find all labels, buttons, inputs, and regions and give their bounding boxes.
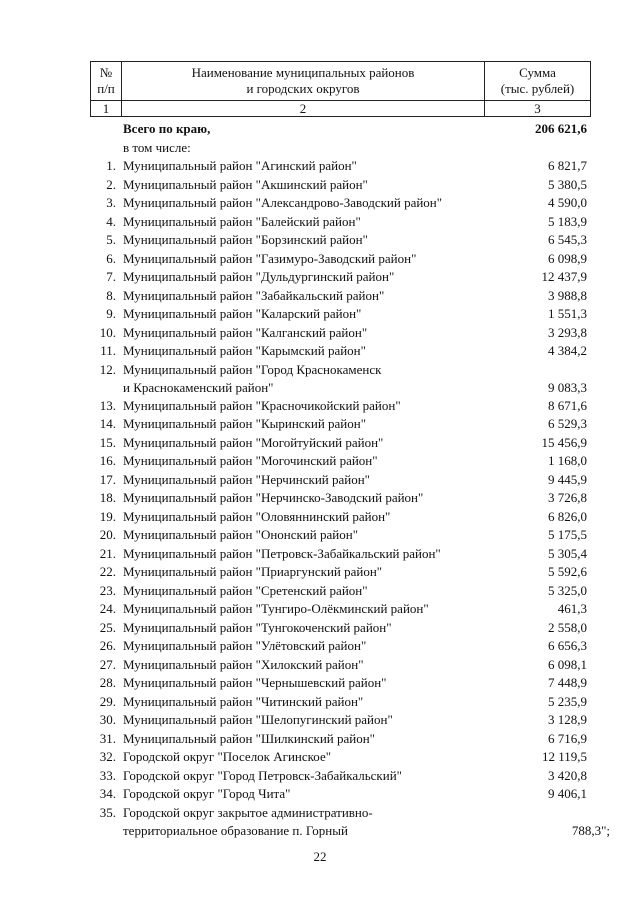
table-row — [0, 305, 640, 324]
row-number: 16. — [99, 453, 116, 468]
row-number: 20. — [99, 527, 116, 542]
row-value: 3 420,8 — [548, 767, 587, 783]
table-row — [0, 619, 640, 638]
row-name: Муниципальный район "Агинский район" — [123, 158, 357, 173]
row-value: 3 293,8 — [548, 324, 587, 340]
row-value: 6 529,3 — [548, 416, 587, 431]
row-value: 6 716,9 — [548, 730, 587, 746]
row-value: 788,3"; — [571, 822, 610, 838]
row-value: 7 448,9 — [548, 675, 587, 690]
row-value: 6 098,1 — [548, 656, 587, 672]
row-value: 3 726,8 — [548, 490, 587, 505]
row-name — [123, 804, 373, 840]
table-row — [0, 767, 640, 786]
row-number: 18. — [99, 490, 116, 505]
row-number: 2. — [106, 176, 116, 192]
row-number: 5. — [106, 232, 116, 247]
row-name-line1: Муниципальный район "Город Краснокаменск — [123, 361, 382, 377]
row-number: 14. — [99, 416, 116, 431]
row-number: 12. — [99, 361, 116, 377]
row-value: 5 325,0 — [548, 582, 587, 598]
table-row — [0, 471, 640, 490]
table-row — [0, 489, 640, 508]
row-value: 8 671,6 — [548, 397, 587, 413]
total-value: 206 621,6 — [535, 121, 587, 136]
table-header — [90, 61, 591, 117]
header-col-index-2: 2 — [122, 101, 485, 117]
row-value: 5 305,4 — [548, 545, 587, 561]
table-row — [0, 342, 640, 361]
row-number: 23. — [99, 582, 116, 598]
table-body — [0, 120, 640, 840]
header-col-index-1: 1 — [91, 101, 122, 117]
row-value: 12 437,9 — [541, 269, 587, 284]
row-name: Городской округ "Город Чита" — [123, 786, 291, 801]
row-name: Муниципальный район "Кыринский район" — [123, 416, 367, 431]
row-name: Муниципальный район "Читинский район" — [123, 693, 364, 709]
row-name: Муниципальный район "Шилкинский район" — [123, 730, 375, 746]
table-row — [0, 674, 640, 693]
table-row — [0, 268, 640, 287]
row-name: Муниципальный район "Оловяннинский район" — [123, 508, 391, 524]
row-name: Муниципальный район "Акшинский район" — [123, 176, 368, 192]
row-number: 28. — [99, 675, 116, 690]
table-row — [0, 361, 640, 397]
row-number: 22. — [99, 564, 116, 579]
row-number: 19. — [99, 508, 116, 524]
total-row — [0, 120, 640, 139]
row-name: Муниципальный район "Чернышевский район" — [123, 675, 387, 690]
row-name: Муниципальный район "Приаргунский район" — [123, 564, 383, 579]
row-value: 3 988,8 — [548, 287, 587, 303]
header-number-line2: п/п — [97, 81, 115, 96]
row-value: 9 445,9 — [548, 471, 587, 487]
row-value: 5 592,6 — [548, 564, 587, 579]
row-number: 25. — [99, 619, 116, 635]
row-number: 33. — [99, 767, 116, 783]
row-name: Муниципальный район "Тунгокоченский район" — [123, 619, 392, 635]
row-name: Муниципальный район "Хилокский район" — [123, 656, 364, 672]
table-row — [0, 748, 640, 767]
table-row — [0, 785, 640, 804]
table-row — [0, 600, 640, 619]
table-row — [0, 287, 640, 306]
row-number: 21. — [99, 545, 116, 561]
table-row — [0, 563, 640, 582]
row-number: 6. — [106, 250, 116, 266]
row-value: 5 235,9 — [548, 693, 587, 709]
row-value: 4 590,0 — [548, 195, 587, 210]
row-number: 4. — [106, 213, 116, 229]
table-row — [0, 415, 640, 434]
row-value: 5 175,5 — [548, 527, 587, 542]
row-name: Муниципальный район "Шелопугинский район" — [123, 712, 393, 727]
row-number: 10. — [99, 324, 116, 340]
row-name-line1: Городской округ закрытое административно- — [123, 804, 373, 820]
row-number: 24. — [99, 601, 116, 616]
row-number: 32. — [99, 749, 116, 764]
header-name-line1: Наименование муниципальных районов — [191, 65, 415, 80]
row-value: 5 380,5 — [548, 176, 587, 192]
row-value: 6 826,0 — [548, 508, 587, 524]
header-sum-line2: (тыс. рублей) — [500, 81, 575, 96]
row-number: 17. — [99, 471, 116, 487]
header-sum-cell — [485, 62, 591, 101]
table-row — [0, 397, 640, 416]
row-name: Муниципальный район "Забайкальский район" — [123, 287, 385, 303]
row-name: Муниципальный район "Сретенский район" — [123, 582, 368, 598]
row-name: Муниципальный район "Карымский район" — [123, 343, 366, 358]
row-value: 6 545,3 — [548, 232, 587, 247]
row-name: Муниципальный район "Могойтуйский район" — [123, 434, 384, 450]
row-name — [123, 361, 381, 397]
row-number: 27. — [99, 656, 116, 672]
header-name-cell — [122, 62, 485, 101]
row-name: Муниципальный район "Нерчинский район" — [123, 471, 370, 487]
row-value: 9 406,1 — [548, 786, 587, 801]
row-name: Муниципальный район "Дульдургинский район" — [123, 269, 395, 284]
row-number: 31. — [99, 730, 116, 746]
row-value: 3 128,9 — [548, 712, 587, 727]
header-sum-line1: Сумма — [519, 65, 556, 80]
row-number: 35. — [99, 804, 116, 820]
table-row — [0, 452, 640, 471]
table-row — [0, 231, 640, 250]
row-value: 6 656,3 — [548, 638, 587, 653]
row-name: Муниципальный район "Балейский район" — [123, 213, 361, 229]
row-number: 3. — [106, 195, 116, 210]
table-row — [0, 693, 640, 712]
row-name: Муниципальный район "Улётовский район" — [123, 638, 367, 653]
row-value: 5 183,9 — [548, 213, 587, 229]
table-row — [0, 656, 640, 675]
row-name: Муниципальный район "Александрово-Заводский район" — [123, 195, 443, 210]
row-value: 6 821,7 — [548, 158, 587, 173]
table-row — [0, 157, 640, 176]
row-number: 8. — [106, 287, 116, 303]
row-number: 30. — [99, 712, 116, 727]
row-number: 15. — [99, 434, 116, 450]
row-value: 461,3 — [557, 601, 587, 616]
row-name: Муниципальный район "Ононский район" — [123, 527, 359, 542]
page-number: 22 — [313, 849, 327, 864]
row-name: Муниципальный район "Калганский район" — [123, 324, 368, 340]
row-name: Городской округ "Город Петровск-Забайкальский" — [123, 767, 402, 783]
table-row — [0, 637, 640, 656]
row-name: Муниципальный район "Каларский район" — [123, 306, 362, 321]
row-value: 1 551,3 — [548, 306, 587, 321]
row-number: 29. — [99, 693, 116, 709]
table-row — [0, 526, 640, 545]
row-name: Муниципальный район "Нерчинско-Заводский район" — [123, 490, 424, 505]
table-row — [0, 434, 640, 453]
row-name-line2: и Краснокаменский район" — [123, 379, 274, 395]
row-number: 13. — [99, 397, 116, 413]
row-number: 9. — [106, 306, 116, 321]
row-value: 4 384,2 — [548, 343, 587, 358]
row-value: 12 119,5 — [541, 749, 587, 764]
subtitle-row — [0, 139, 640, 158]
row-name: Муниципальный район "Красночикойский район" — [123, 397, 401, 413]
table-row — [0, 176, 640, 195]
row-value: 1 168,0 — [548, 453, 587, 468]
row-value: 6 098,9 — [548, 250, 587, 266]
row-name: Муниципальный район "Борзинский район" — [123, 232, 368, 247]
table-row — [0, 804, 640, 840]
row-value: 9 083,3 — [548, 379, 587, 395]
table-row — [0, 582, 640, 601]
row-value: 2 558,0 — [548, 619, 587, 635]
header-name-line2: и городских округов — [246, 81, 360, 96]
row-name: Муниципальный район "Газимуро-Заводский район" — [123, 250, 417, 266]
row-number: 7. — [106, 269, 116, 284]
table-row — [0, 194, 640, 213]
table-row — [0, 730, 640, 749]
header-col-index-3: 3 — [485, 101, 591, 117]
table-row — [0, 250, 640, 269]
row-number: 34. — [99, 786, 116, 801]
row-name: Муниципальный район "Могочинский район" — [123, 453, 378, 468]
table-row — [0, 324, 640, 343]
row-number: 26. — [99, 638, 116, 653]
row-name-line2: территориальное образование п. Горный — [123, 822, 348, 838]
total-label: Всего по краю, — [123, 121, 211, 136]
table-row — [0, 711, 640, 730]
subtitle-label: в том числе: — [123, 139, 191, 155]
header-number-line1: № — [99, 65, 113, 80]
table-row — [0, 508, 640, 527]
row-value: 15 456,9 — [541, 434, 587, 450]
table-row — [0, 545, 640, 564]
row-name: Городской округ "Поселок Агинское" — [123, 749, 332, 764]
row-name: Муниципальный район "Петровск-Забайкальский район" — [123, 545, 441, 561]
row-number: 1. — [106, 158, 116, 173]
row-number: 11. — [100, 343, 116, 358]
header-number-cell — [91, 62, 122, 101]
row-name: Муниципальный район "Тунгиро-Олёкминский район" — [123, 601, 429, 616]
table-row — [0, 213, 640, 232]
